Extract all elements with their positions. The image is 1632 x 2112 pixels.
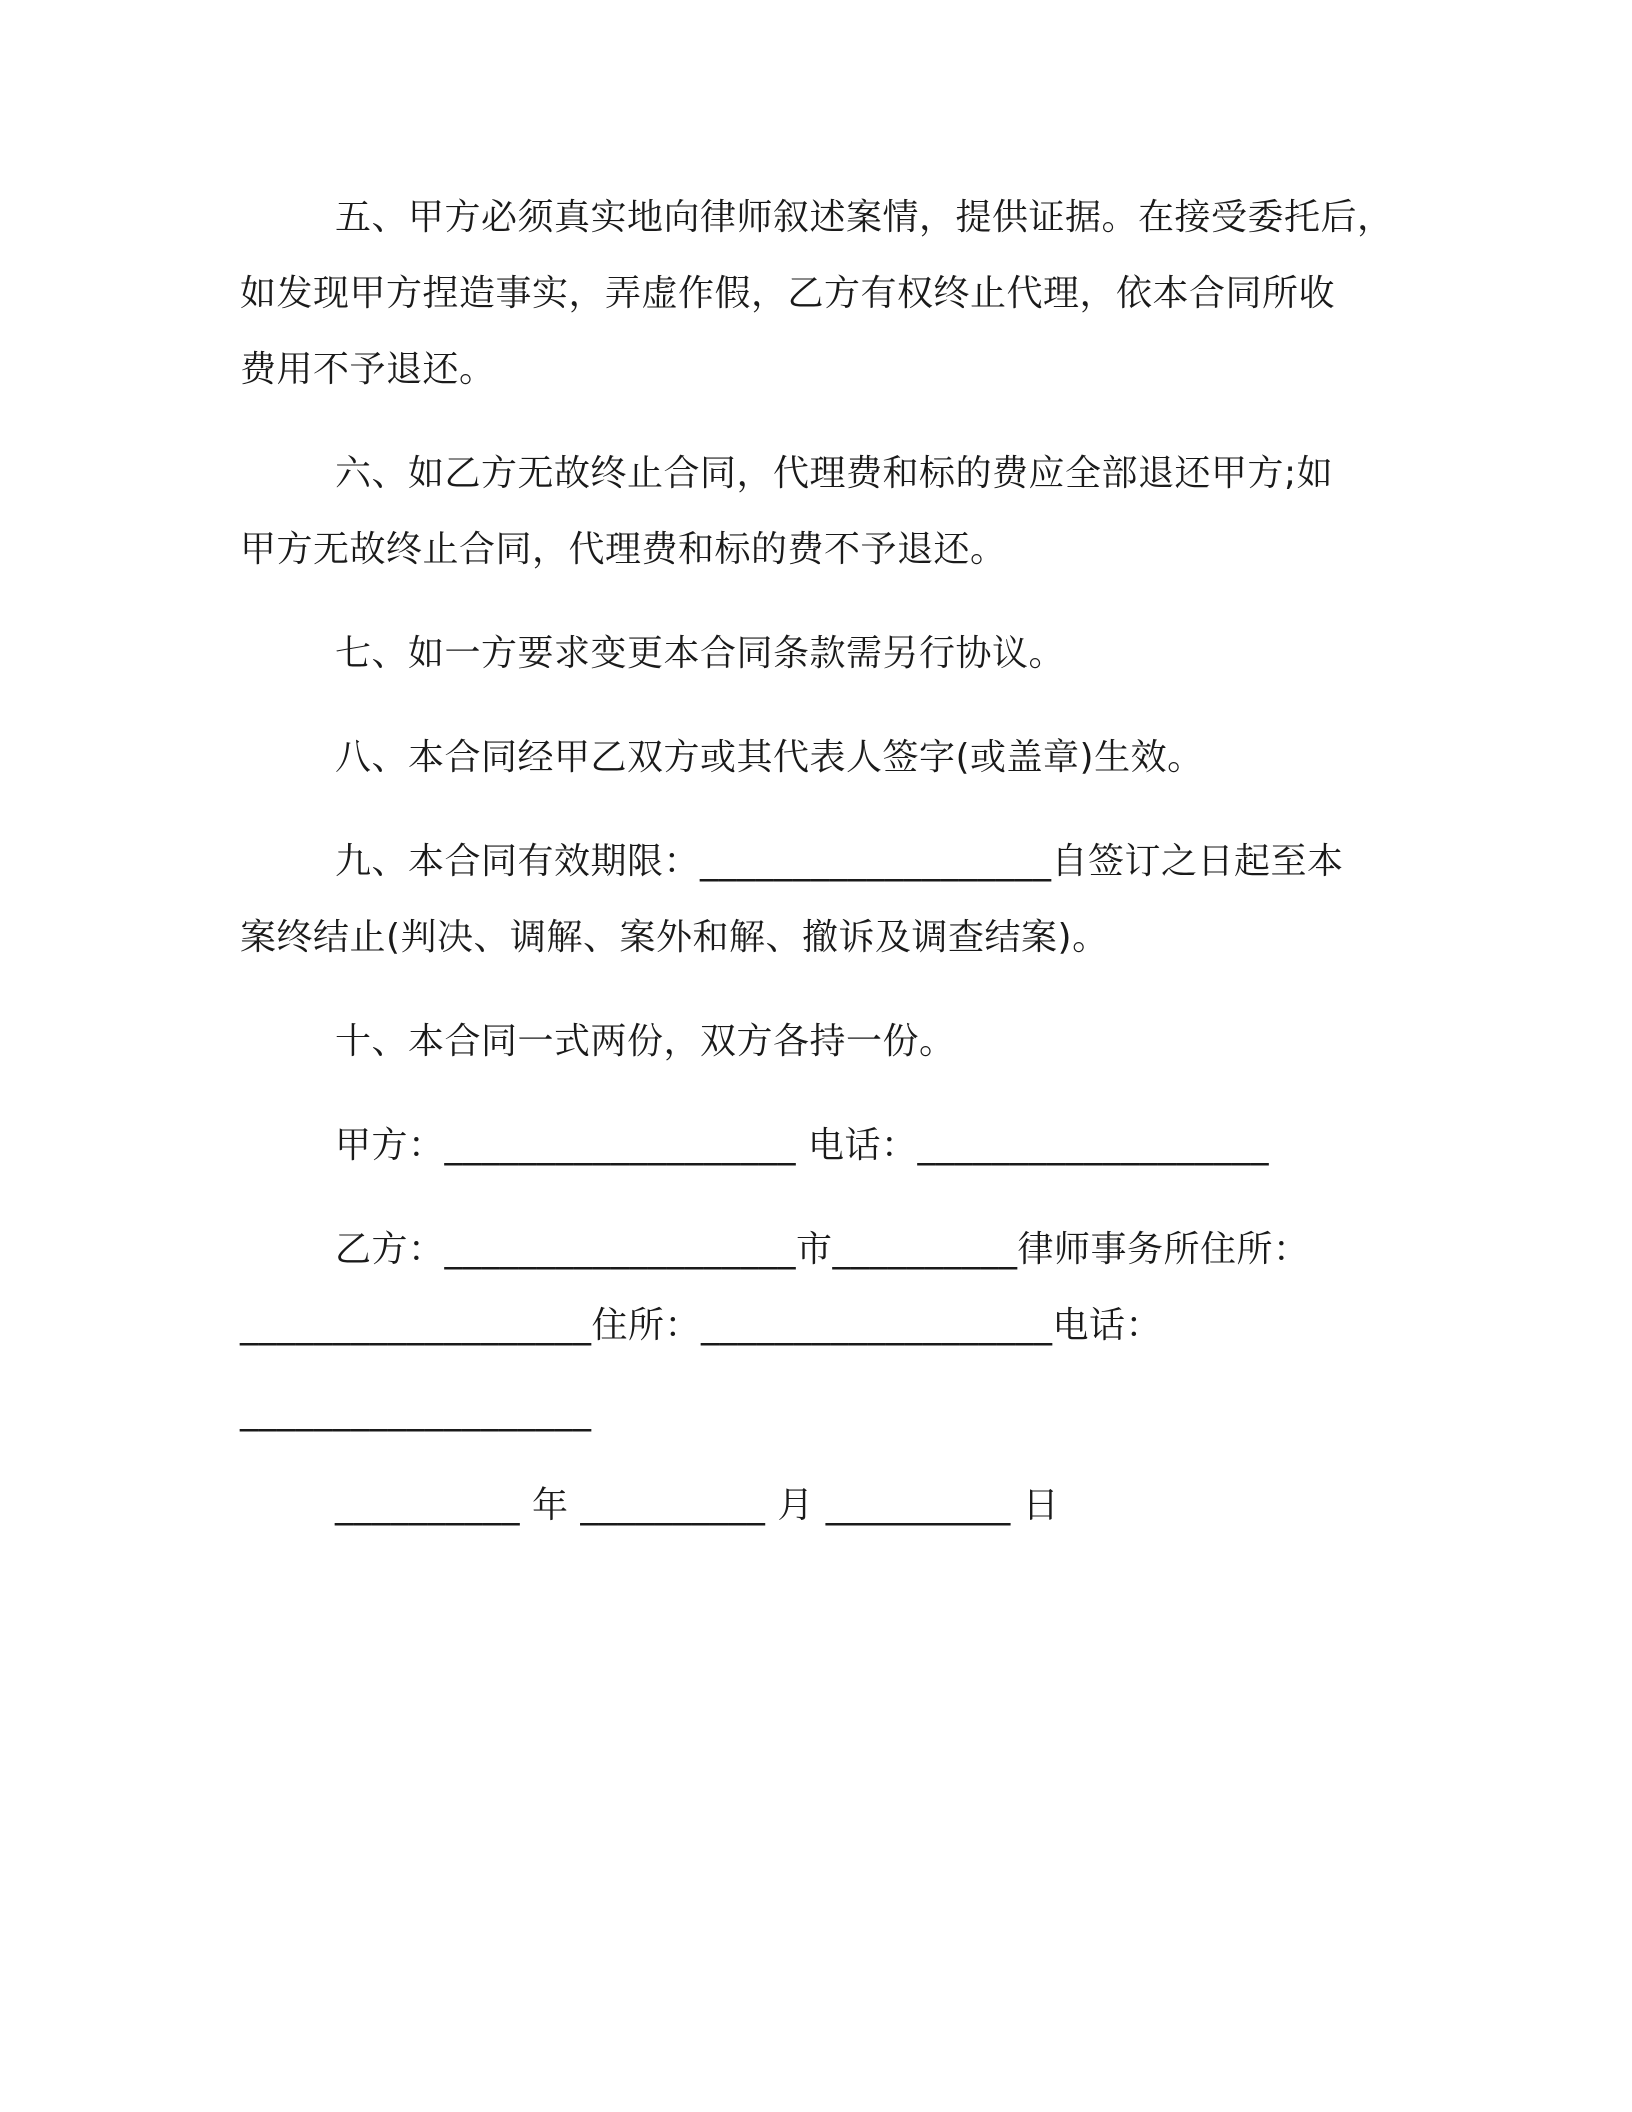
date-line: __________ 年 __________ 月 __________ 日 <box>335 1485 1060 1526</box>
clause-7-line-1: 七、如一方要求变更本合同条款需另行协议。 <box>335 633 1066 674</box>
clause-5-line-3: 费用不予退还。 <box>240 349 496 390</box>
party-b-line-2: ___________________住所：___________________电话： <box>240 1305 1163 1346</box>
clause-6-line-1: 六、如乙方无故终止合同，代理费和标的费应全部退还甲方;如 <box>335 453 1334 494</box>
clause-5-line-1: 五、甲方必须真实地向律师叙述案情，提供证据。在接受委托后， <box>335 197 1394 238</box>
clause-9-line-2: 案终结止(判决、调解、案外和解、撤诉及调查结案)。 <box>240 917 1109 958</box>
clause-9-line-1: 九、本合同有效期限：___________________自签订之日起至本 <box>335 841 1344 882</box>
clause-8-line-1: 八、本合同经甲乙双方或其代表人签字(或盖章)生效。 <box>335 737 1204 778</box>
clause-5-line-2: 如发现甲方捏造事实，弄虚作假，乙方有权终止代理，依本合同所收 <box>240 273 1336 314</box>
party-b-line-1: 乙方：___________________市__________律师事务所住所： <box>335 1229 1310 1270</box>
party-a-line-1: 甲方：___________________ 电话：___________________ <box>335 1125 1269 1166</box>
clause-10-line-1: 十、本合同一式两份，双方各持一份。 <box>335 1021 956 1062</box>
party-b-line-3: ___________________ <box>240 1391 592 1432</box>
clause-6-line-2: 甲方无故终止合同，代理费和标的费不予退还。 <box>240 529 1007 570</box>
